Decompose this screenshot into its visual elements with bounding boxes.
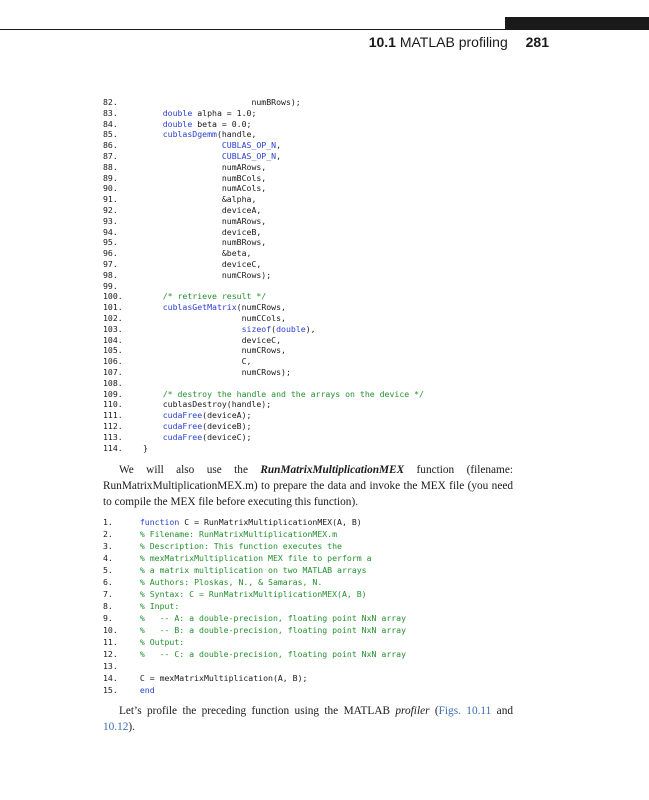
line-number: 89. (103, 172, 118, 183)
code-line (103, 432, 563, 443)
code-keyword: CUBLAS_OP_N (221, 140, 277, 151)
line-number: 3. (103, 541, 113, 551)
line-number: 14. (103, 673, 118, 683)
code-line (103, 183, 563, 194)
code-keyword: double (162, 118, 193, 129)
line-number: 7. (103, 589, 113, 599)
profiler-term: profiler (395, 705, 430, 717)
code-indent (130, 589, 140, 599)
code-text: (numCRows, (236, 302, 286, 313)
code-comment: % Description: This function executes the (139, 541, 342, 551)
code-text: (deviceC); (202, 431, 252, 442)
code-line (103, 528, 563, 540)
running-header (369, 34, 549, 50)
code-text: numARows, (162, 215, 267, 226)
code-text: numCRows); (162, 269, 272, 280)
line-number: 99. (103, 280, 118, 291)
line-number: 111. (103, 410, 123, 421)
line-number: 12. (103, 649, 118, 659)
code-indent (130, 685, 140, 695)
code-indent (143, 302, 163, 312)
code-text: numCRows, (162, 345, 286, 356)
code-indent (143, 108, 163, 118)
code-line (103, 291, 563, 302)
code-indent (143, 259, 163, 269)
code-indent (143, 324, 163, 334)
code-indent (143, 270, 163, 280)
code-indent (143, 291, 163, 301)
code-text: beta = 0.0; (192, 118, 252, 129)
code-indent (143, 97, 163, 107)
code-text: numBCols, (162, 172, 267, 183)
code-text: C = RunMatrixMultiplicationMEX(A, B) (179, 517, 362, 527)
code-text: , (276, 140, 282, 151)
code-indent (130, 625, 140, 635)
code-text (163, 140, 222, 150)
paragraph-profile (103, 704, 513, 736)
code-comment: % Input: (139, 601, 180, 611)
code-text: ( (271, 323, 277, 334)
code-indent (130, 613, 140, 623)
code-text: , (276, 150, 282, 161)
line-number: 107. (103, 366, 123, 377)
line-number: 90. (103, 183, 118, 194)
code-indent (130, 673, 140, 683)
paragraph-text: function (filename: RunMatrixMultiplicationMEX.m) to prepare the data and invoke the MEX file (you need to compile the MEX file before executing this function). (103, 464, 513, 508)
code-text: (handle, (216, 129, 257, 140)
line-number: 1. (103, 517, 113, 527)
code-comment: % Authors: Ploskas, N., & Samaras, N. (139, 577, 323, 587)
code-listing-c (103, 97, 563, 453)
code-line (103, 367, 563, 378)
line-number: 113. (103, 431, 123, 442)
code-line (103, 672, 563, 684)
code-indent (143, 173, 163, 183)
code-comment: % -- C: a double-precision, floating point NxN array (139, 649, 407, 659)
code-text: (deviceB); (202, 420, 252, 431)
code-line (103, 588, 563, 600)
code-comment: % Output: (139, 637, 185, 647)
code-line (103, 140, 563, 151)
section-title: MATLAB profiling (399, 34, 508, 50)
line-number: 94. (103, 226, 118, 237)
code-comment: % -- B: a double-precision, floating point NxN array (139, 625, 407, 635)
code-keyword: function (139, 517, 180, 527)
code-text: numCCols, (162, 312, 286, 323)
code-listing-matlab (103, 516, 563, 696)
code-keyword: cudaFree (162, 410, 203, 421)
code-indent (143, 227, 163, 237)
code-line (103, 540, 563, 552)
code-text: numCRows); (162, 366, 291, 377)
line-number: 82. (103, 97, 118, 107)
function-name: RunMatrixMultiplicationMEX (260, 464, 405, 476)
code-indent (143, 410, 163, 420)
code-line (103, 389, 563, 400)
code-indent (143, 281, 163, 291)
code-keyword: double (162, 107, 193, 118)
paragraph-text: Let’s profile the preceding function using the MATLAB (119, 705, 396, 717)
code-indent (130, 517, 140, 527)
code-indent (130, 577, 140, 587)
code-text: deviceA, (162, 204, 262, 215)
code-text: C = mexMatrixMultiplication(A, B); (139, 673, 308, 683)
line-number: 4. (103, 553, 113, 563)
code-text: deviceB, (162, 226, 262, 237)
code-line (103, 324, 563, 335)
line-number: 95. (103, 237, 118, 248)
code-indent (143, 345, 163, 355)
code-indent (143, 378, 163, 388)
line-number: 104. (103, 334, 123, 345)
code-comment: % mexMatrixMultiplication MEX file to perform a (139, 553, 372, 563)
code-line (103, 248, 563, 259)
line-number: 88. (103, 161, 118, 172)
code-indent (130, 661, 140, 671)
code-line (103, 129, 563, 140)
code-line (103, 97, 563, 108)
line-number: 101. (103, 302, 123, 313)
code-line (103, 516, 563, 528)
code-line (103, 624, 563, 636)
code-line (103, 636, 563, 648)
code-line (103, 259, 563, 270)
code-indent (143, 335, 163, 345)
page-number: 281 (525, 34, 549, 50)
code-line (103, 356, 563, 367)
code-comment: % Syntax: C = RunMatrixMultiplicationMEX(A, B) (139, 589, 367, 599)
paragraph-text: We will also use the (119, 464, 261, 476)
code-indent (143, 194, 163, 204)
code-text: numBRows); (162, 97, 301, 107)
code-keyword: cudaFree (162, 420, 203, 431)
code-line (103, 162, 563, 173)
paragraph-text: and (491, 705, 513, 717)
code-text: &alpha, (162, 194, 257, 205)
line-number: 106. (103, 356, 123, 367)
code-text: numACols, (162, 183, 267, 194)
code-line (103, 227, 563, 238)
code-line (103, 684, 563, 696)
code-line (103, 237, 563, 248)
code-text: deviceC, (162, 334, 282, 345)
code-line (103, 345, 563, 356)
code-line (103, 173, 563, 184)
code-keyword: sizeof (241, 323, 272, 334)
paragraph-text: ( (429, 705, 439, 717)
code-comment: /* retrieve result */ (162, 291, 267, 302)
code-line (103, 194, 563, 205)
line-number: 102. (103, 312, 123, 323)
line-number: 100. (103, 291, 123, 302)
code-text: deviceC, (162, 258, 262, 269)
line-number: 103. (103, 323, 123, 334)
line-number: 11. (103, 637, 118, 647)
code-indent (130, 529, 140, 539)
code-indent (143, 183, 163, 193)
code-indent (143, 432, 163, 442)
line-number: 8. (103, 601, 113, 611)
code-indent (130, 553, 140, 563)
line-number: 85. (103, 129, 118, 140)
code-indent (143, 140, 163, 150)
line-number: 6. (103, 577, 113, 587)
line-number: 114. (103, 442, 123, 453)
code-keyword: end (139, 685, 155, 695)
code-text (163, 324, 242, 334)
code-keyword: cublasDgemm (162, 129, 217, 140)
code-line (103, 119, 563, 130)
paragraph-text: ). (128, 720, 136, 733)
code-line (103, 378, 563, 389)
code-line (103, 564, 563, 576)
code-text: cublasDestroy(handle); (162, 399, 272, 410)
code-line (103, 600, 563, 612)
line-number: 84. (103, 118, 118, 129)
code-indent (143, 119, 163, 129)
line-number: 2. (103, 529, 113, 539)
code-keyword: double (276, 323, 306, 334)
code-text: numARows, (162, 161, 267, 172)
code-comment: % Filename: RunMatrixMultiplicationMEX.m (139, 529, 338, 539)
code-indent (130, 637, 140, 647)
line-number: 93. (103, 215, 118, 226)
code-line (103, 335, 563, 346)
code-line (103, 399, 563, 410)
line-number: 91. (103, 194, 118, 205)
code-line (103, 576, 563, 588)
line-number: 83. (103, 107, 118, 118)
code-indent (130, 541, 140, 551)
code-line (103, 151, 563, 162)
code-indent (143, 248, 163, 258)
code-keyword: cublasGetMatrix (162, 302, 237, 313)
code-indent (143, 162, 163, 172)
code-indent (143, 389, 163, 399)
line-number: 112. (103, 420, 123, 431)
code-text: C, (162, 356, 252, 367)
code-line (103, 612, 563, 624)
code-indent (143, 205, 163, 215)
code-line (103, 302, 563, 313)
code-line (103, 660, 563, 672)
section-number: 10.1 (368, 34, 396, 50)
line-number: 110. (103, 399, 123, 410)
code-text: ), (305, 323, 316, 334)
paragraph-run-matrix (103, 463, 513, 510)
line-number: 13. (103, 661, 118, 671)
code-line (103, 410, 563, 421)
line-number: 109. (103, 388, 123, 399)
line-number: 105. (103, 345, 123, 356)
figure-link[interactable]: 10.12 (103, 720, 129, 733)
line-number: 97. (103, 258, 118, 269)
code-indent (143, 129, 163, 139)
line-number: 15. (103, 685, 118, 695)
code-keyword: CUBLAS_OP_N (221, 150, 277, 161)
code-line (103, 281, 563, 292)
code-indent (143, 237, 163, 247)
line-number: 9. (103, 613, 113, 623)
code-line (103, 216, 563, 227)
code-comment: % a matrix multiplication on two MATLAB arrays (139, 565, 367, 575)
code-indent (143, 356, 163, 366)
code-line (103, 552, 563, 564)
code-line (103, 443, 563, 454)
code-indent (143, 367, 163, 377)
line-number: 108. (103, 377, 123, 388)
line-number: 86. (103, 140, 118, 151)
line-number: 5. (103, 565, 113, 575)
code-indent (143, 399, 163, 409)
line-number: 92. (103, 204, 118, 215)
code-text: &beta, (162, 248, 252, 259)
code-text: } (143, 442, 148, 453)
code-indent (143, 216, 163, 226)
code-keyword: cudaFree (162, 431, 203, 442)
code-indent (130, 565, 140, 575)
line-number: 96. (103, 248, 118, 259)
figure-link[interactable]: Figs. 10.11 (438, 705, 492, 717)
code-line (103, 648, 563, 660)
code-indent (143, 313, 163, 323)
line-number: 10. (103, 625, 118, 635)
code-indent (130, 601, 140, 611)
code-indent (143, 421, 163, 431)
code-indent (130, 649, 140, 659)
code-indent (143, 151, 163, 161)
code-comment: % -- A: a double-precision, floating point NxN array (139, 613, 407, 623)
line-number: 87. (103, 150, 118, 161)
code-line (103, 270, 563, 281)
code-line (103, 108, 563, 119)
code-line (103, 205, 563, 216)
code-text (163, 151, 222, 161)
code-text: (deviceA); (202, 410, 252, 421)
code-text: numBRows, (162, 237, 267, 248)
code-line (103, 313, 563, 324)
code-line (103, 421, 563, 432)
line-number: 98. (103, 269, 118, 280)
code-comment: /* destroy the handle and the arrays on the device */ (162, 388, 424, 399)
header-rule (0, 29, 649, 30)
code-text: alpha = 1.0; (192, 107, 257, 118)
